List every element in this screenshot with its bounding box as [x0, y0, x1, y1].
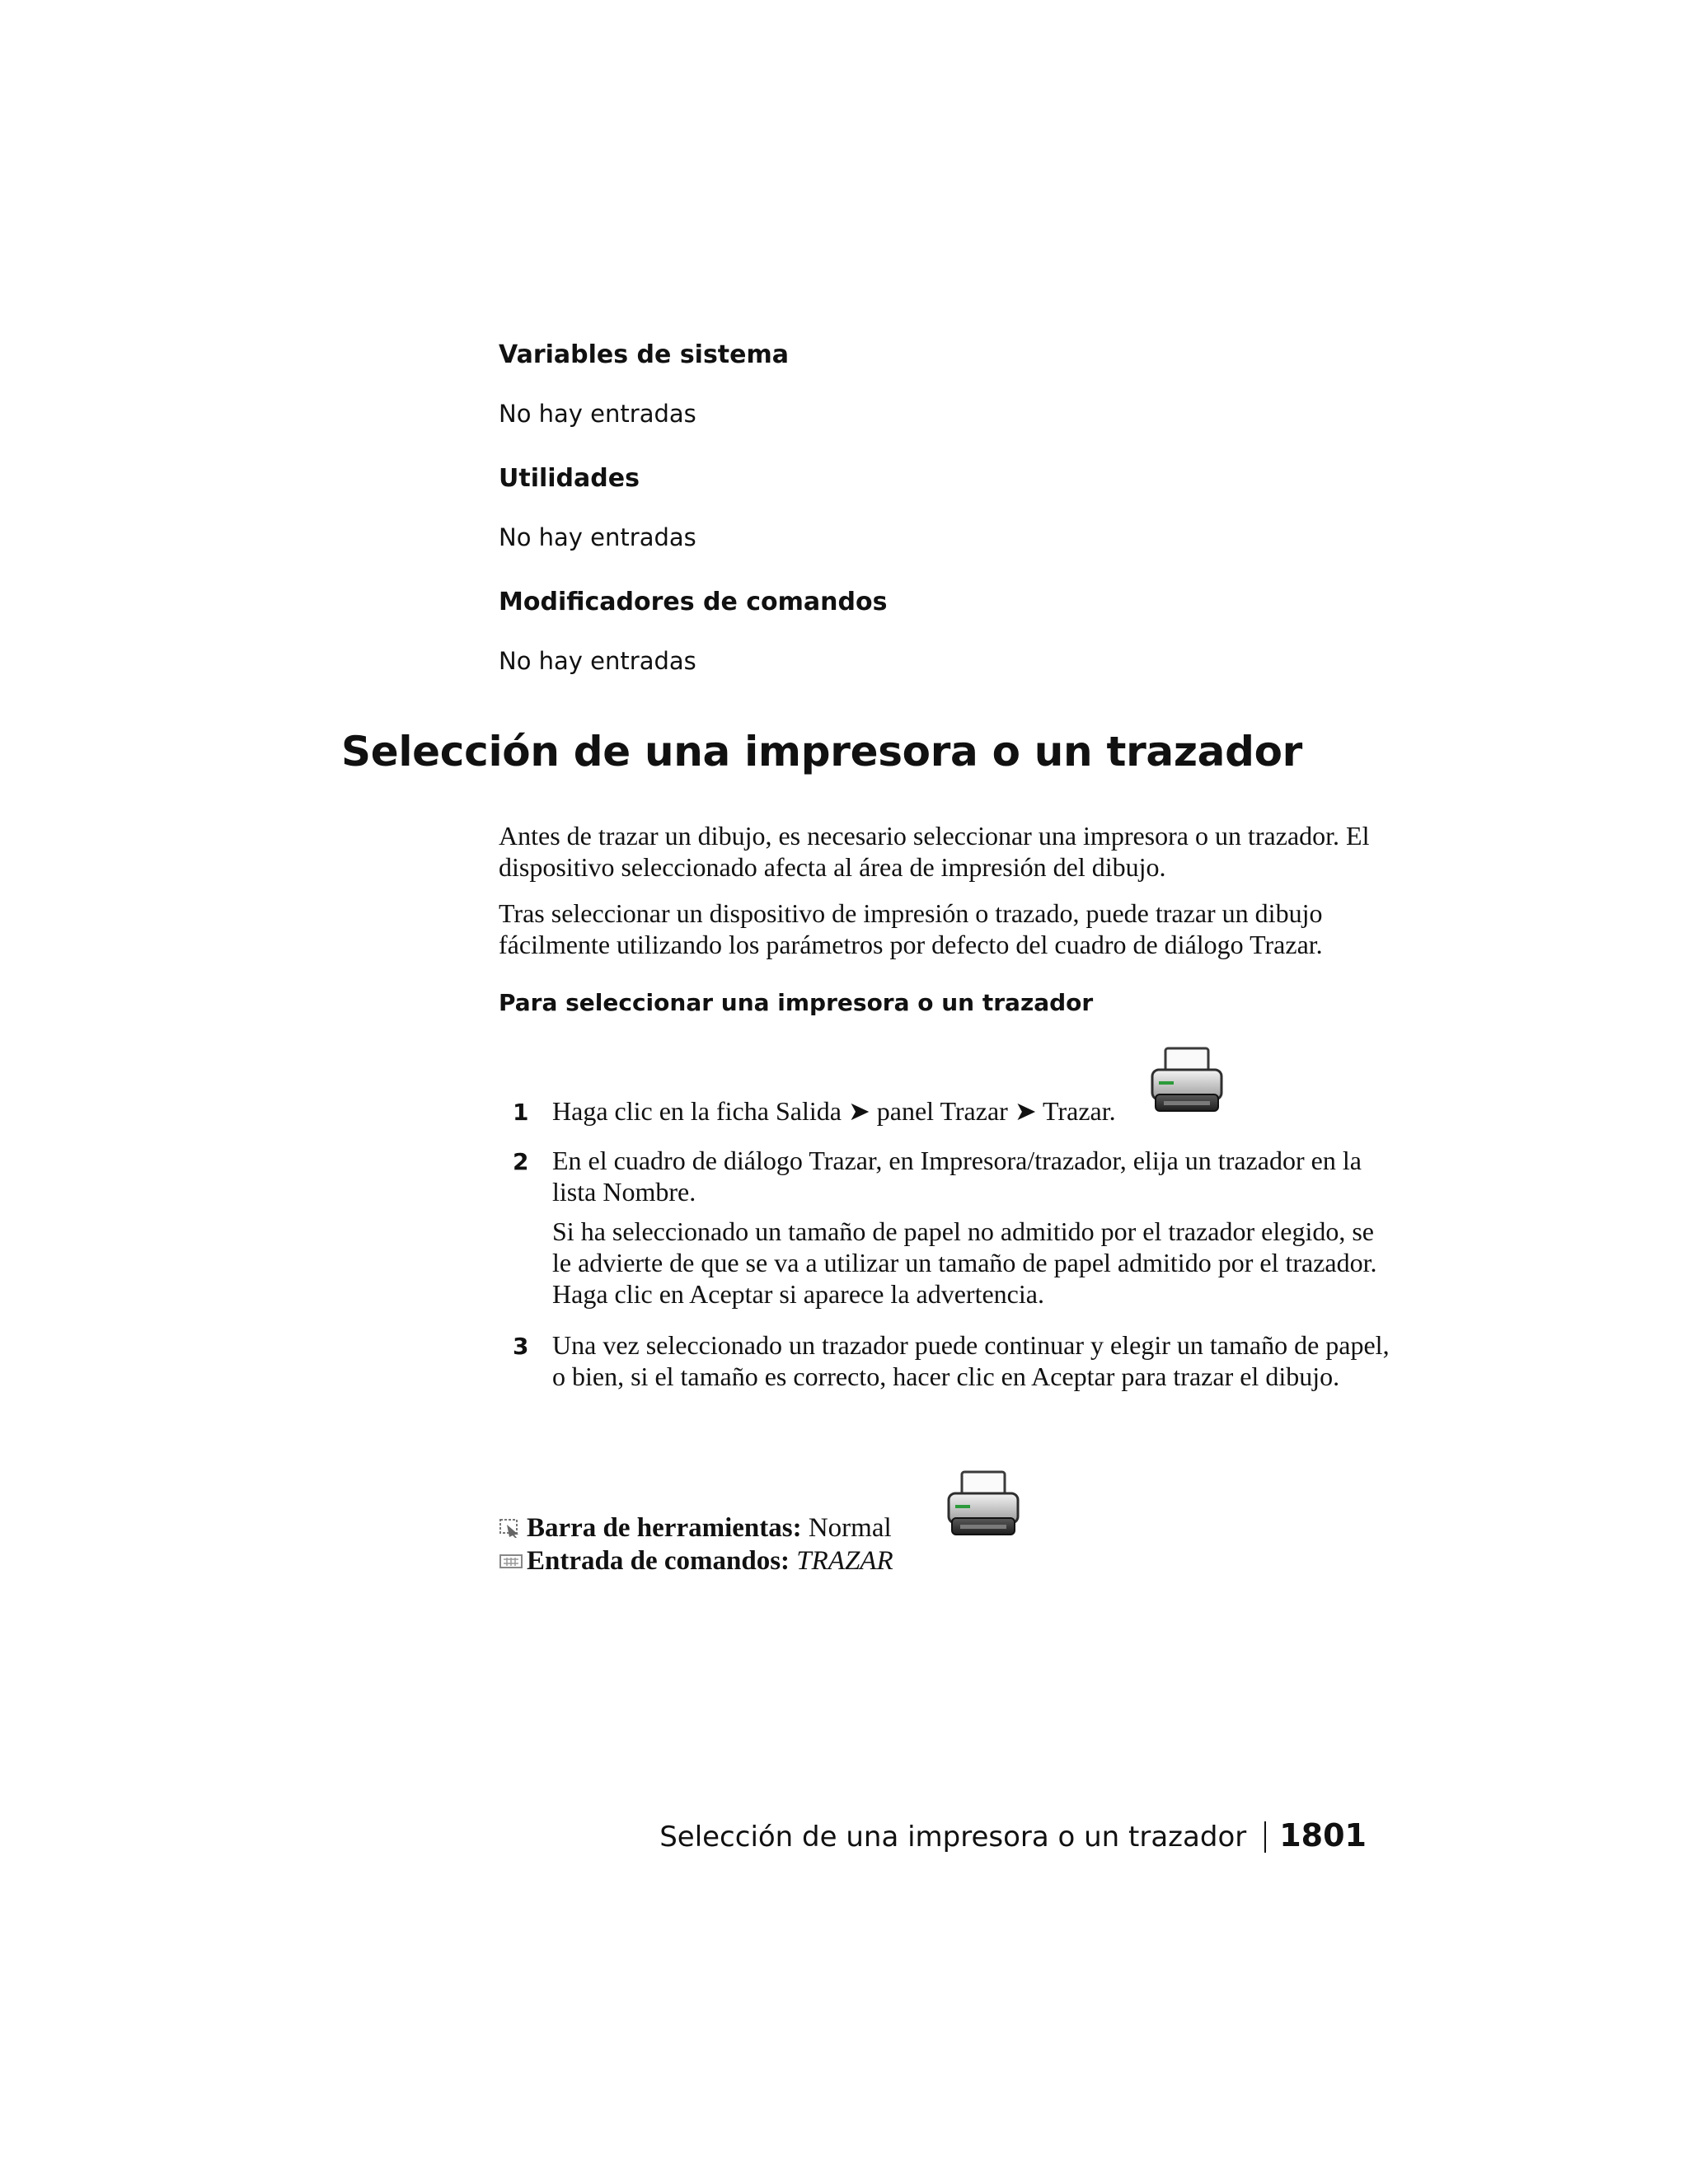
intro-paragraph: Antes de trazar un dibujo, es necesario seleccionar una impresora o un trazador. El dispositivo seleccionado afecta al área de impresión del dibujo.	[499, 821, 1370, 882]
page-footer	[659, 1817, 1367, 1854]
toolbar-value: Normal	[808, 1513, 892, 1543]
section-heading-utilities: Utilidades	[499, 464, 640, 493]
keyboard-icon	[499, 1551, 523, 1571]
toolbar-reference	[499, 1513, 892, 1544]
step-number: 2	[513, 1148, 529, 1175]
section-heading-command-modifiers: Modificadores de comandos	[499, 588, 888, 616]
step-text: Una vez seleccionado un trazador puede continuar y elegir un tamaño de papel, o bien, si el tamaño es correcto, hacer clic en Aceptar para trazar el dibujo.	[552, 1330, 1390, 1391]
intro-paragraph-2: Tras seleccionar un dispositivo de impresión o trazado, puede trazar un dibujo fácilmente utilizando los parámetros por defecto del cuadro de diálogo Trazar.	[499, 898, 1323, 959]
step-text: En el cuadro de diálogo Trazar, en Impresora/trazador, elija un trazador en la lista Nombre.	[552, 1146, 1362, 1207]
command-label: Entrada de comandos:	[527, 1546, 790, 1576]
section-text-command-modifiers: No hay entradas	[499, 647, 696, 675]
command-reference	[499, 1546, 893, 1577]
section-text-utilities: No hay entradas	[499, 523, 696, 551]
toolbar-icon	[499, 1518, 523, 1538]
section-heading-system-variables: Variables de sistema	[499, 340, 790, 369]
page-number: 1801	[1279, 1817, 1367, 1854]
step-text: Haga clic en la ficha Salida ➤ panel Trazar ➤ Trazar.	[552, 1096, 1116, 1126]
section-text-system-variables: No hay entradas	[499, 400, 696, 428]
footer-title: Selección de una impresora o un trazador	[659, 1821, 1247, 1854]
procedure-heading: Para seleccionar una impresora o un trazador	[499, 989, 1094, 1016]
step-note: Si ha seleccionado un tamaño de papel no admitido por el trazador elegido, se le advierte de que se va a utilizar un tamaño de papel admitido por el trazador. Haga clic en Aceptar si aparece la advertencia.	[552, 1216, 1377, 1309]
step-number: 3	[513, 1333, 529, 1360]
command-value: TRAZAR	[796, 1546, 893, 1576]
step-number: 1	[513, 1099, 529, 1126]
page-title: Selección de una impresora o un trazador	[341, 728, 1303, 776]
printer-icon	[944, 1467, 1023, 1546]
footer-separator	[1264, 1821, 1266, 1853]
printer-icon	[1147, 1043, 1226, 1122]
toolbar-label: Barra de herramientas:	[527, 1513, 802, 1543]
